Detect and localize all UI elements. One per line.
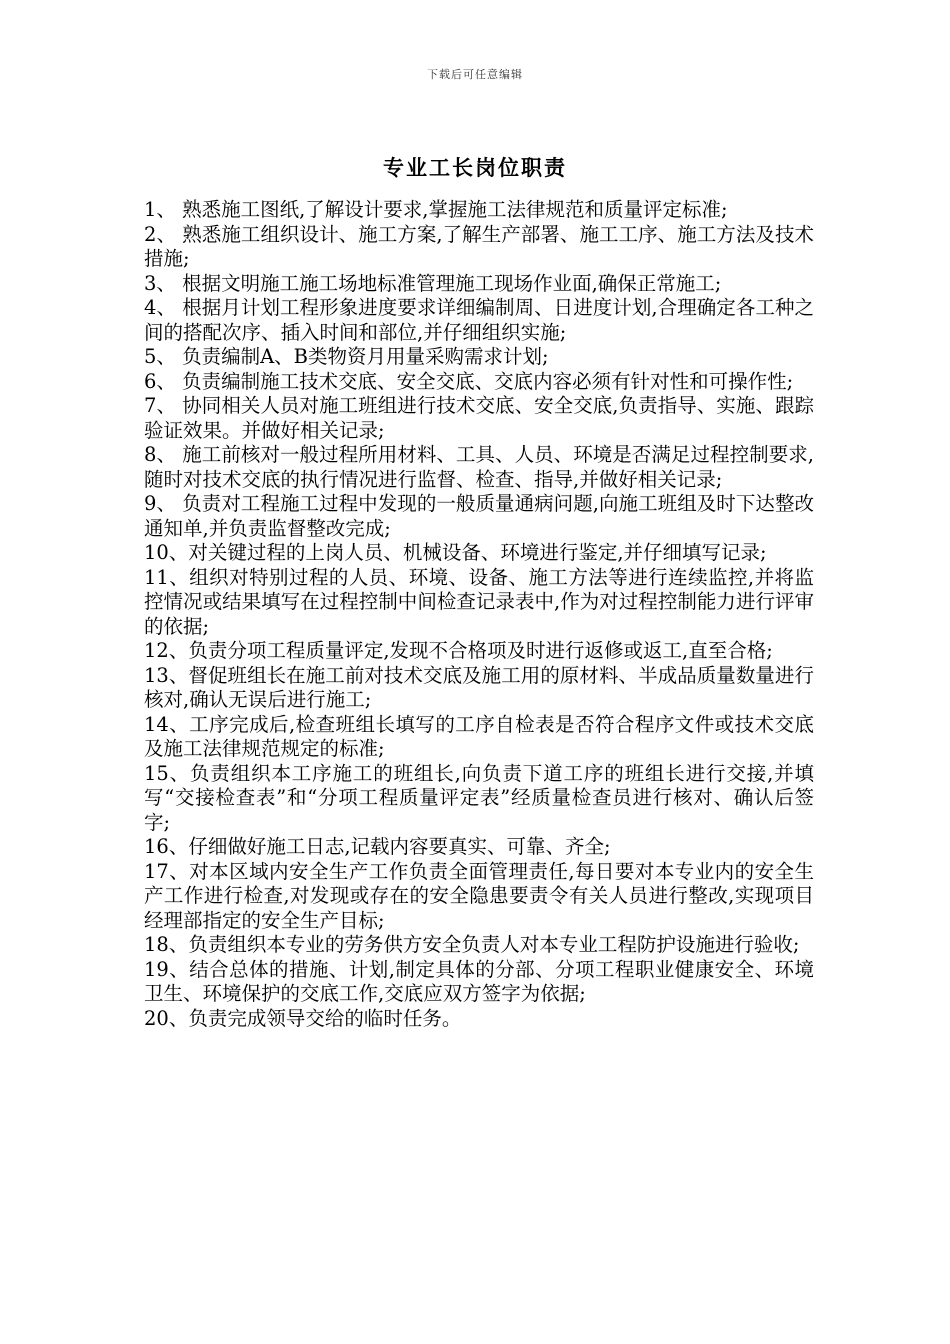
duty-item-11: 11、组织对特别过程的人员、环境、设备、施工方法等进行连续监控,并将监控情况或结果填写在过程控制中间检查记录表中,作为对过程控制能力进行评审的依据; xyxy=(144,565,814,638)
page-title: 专业工长岗位职责 xyxy=(383,155,567,180)
duty-item-2: 2、 熟悉施工组织设计、施工方案,了解生产部署、施工工序、施工方法及技术措施; xyxy=(144,222,814,270)
duty-item-13: 13、督促班组长在施工前对技术交底及施工用的原材料、半成品质量数量进行核对,确认无误后进行施工; xyxy=(144,663,814,711)
duty-item-16: 16、仔细做好施工日志,记载内容要真实、可靠、齐全; xyxy=(144,835,611,858)
duty-item-3: 3、 根据文明施工施工场地标准管理施工现场作业面,确保正常施工; xyxy=(144,271,722,295)
duty-list xyxy=(144,198,814,1031)
duty-item-18: 18、负责组织本专业的劳务供方安全负责人对本专业工程防护设施进行验收; xyxy=(144,933,800,956)
duty-item-20: 20、负责完成领导交给的临时任务。 xyxy=(144,1006,462,1030)
duty-item-17: 17、对本区域内安全生产工作负责全面管理责任,每日要对本专业内的安全生产工作进行检查,对发现或存在的安全隐患要责令有关人员进行整改,实现项目经理部指定的安全生产目标; xyxy=(144,859,814,932)
duty-item-8: 8、 施工前核对一般过程所用材料、工具、人员、环境是否满足过程控制要求,随时对技术交底的执行情况进行监督、检查、指导,并做好相关记录; xyxy=(144,443,814,491)
duty-item-12: 12、负责分项工程质量评定,发现不合格项及时进行返修或返工,直至合格; xyxy=(144,639,773,662)
duty-item-14: 14、工序完成后,检查班组长填写的工序自检表是否符合程序文件或技术交底及施工法律规范规定的标准; xyxy=(144,712,814,760)
duty-item-6: 6、 负责编制施工技术交底、安全交底、交底内容必须有针对性和可操作性; xyxy=(144,369,794,393)
header-note: 下载后可任意编辑 xyxy=(427,68,523,81)
duty-item-10: 10、对关键过程的上岗人员、机械设备、环境进行鉴定,并仔细填写记录; xyxy=(144,541,767,564)
duty-item-5: 5、 负责编制A、B类物资月用量采购需求计划; xyxy=(144,345,549,368)
duty-item-9: 9、 负责对工程施工过程中发现的一般质量通病问题,向施工班组及时下达整改通知单,并负责监督整改完成; xyxy=(144,492,814,540)
duty-item-1: 1、 熟悉施工图纸,了解设计要求,掌握施工法律规范和质量评定标准; xyxy=(144,198,728,221)
duty-item-19: 19、结合总体的措施、计划,制定具体的分部、分项工程职业健康安全、环境卫生、环境保护的交底工作,交底应双方签字为依据; xyxy=(144,957,814,1005)
duty-item-7: 7、 协同相关人员对施工班组进行技术交底、安全交底,负责指导、实施、跟踪验证效果。并做好相关记录; xyxy=(144,394,814,442)
duty-item-15: 15、负责组织本工序施工的班组长,向负责下道工序的班组长进行交接,并填写“交接检查表”和“分项工程质量评定表”经质量检查员进行核对、确认后签字; xyxy=(144,761,814,834)
duty-item-4: 4、 根据月计划工程形象进度要求详细编制周、日进度计划,合理确定各工种之间的搭配次序、插入时间和部位,并仔细组织实施; xyxy=(144,296,814,344)
